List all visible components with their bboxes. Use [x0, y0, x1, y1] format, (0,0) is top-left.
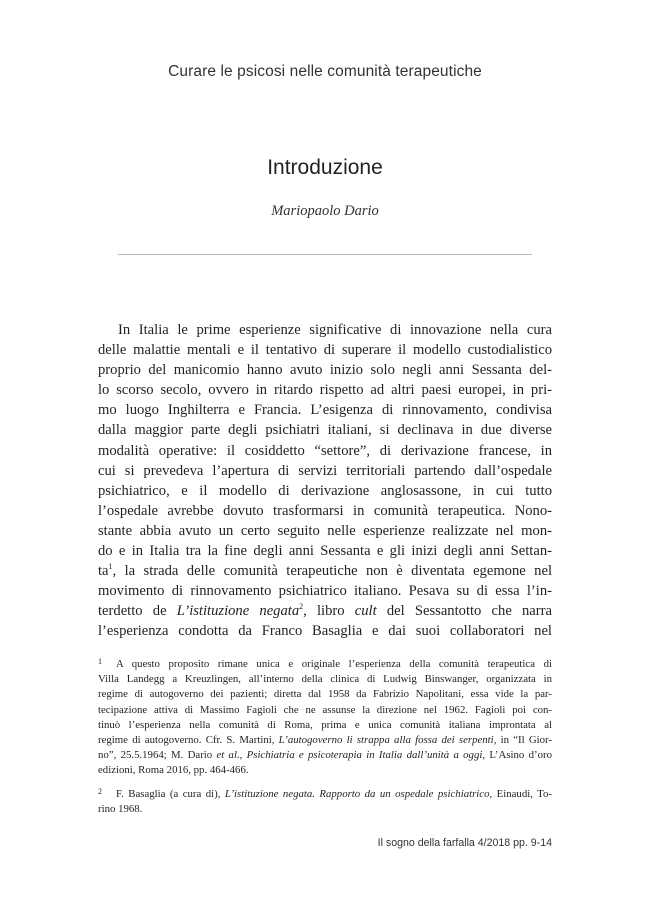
- body-line: movimento di rinnovamento psichiatrico italiano. Pesava su di essa l’in-: [98, 583, 552, 600]
- footnote-line: tecipazione attiva di Massimo Fagioli che ne assunse la direzione nel 1962. Fagioli poi con-: [98, 703, 552, 716]
- footnote-text-run: A questo proposito rimane unica e originale l’esperienza della comunità terapeutica di: [116, 658, 552, 670]
- emphasis: cult: [354, 603, 377, 620]
- body-line: In Italia le prime esperienze significative di innovazione nella cura: [118, 322, 552, 338]
- article-title: Introduzione: [267, 156, 383, 179]
- footnote-line: Villa Landegg a Kreuzlingen, all’interno della clinica di Ludwig Binswanger, organizzata in: [98, 673, 552, 686]
- footnote-line: [98, 748, 552, 763]
- body-line: [98, 601, 552, 621]
- body-text-run: del Sessantotto che narra: [376, 603, 552, 620]
- body-line: l’esperienza condotta da Franco Basaglia e dai suoi collaboratori nel: [98, 623, 552, 640]
- body-line: l’ospedale avrebbe dovuto trasformarsi in comunità terapeutica. Nono-: [98, 502, 552, 519]
- footnote-line: [98, 654, 552, 672]
- footnote-1: [98, 654, 552, 779]
- footnote-ref-2[interactable]: 2: [299, 602, 304, 612]
- footnote-line: rino 1968.: [98, 802, 143, 815]
- title-divider: [118, 254, 532, 255]
- footnote-line: [98, 784, 552, 802]
- footnote-2: [98, 784, 552, 817]
- body-text-run: ta: [98, 563, 109, 580]
- footnote-text-run: no”, 25.5.1964; M. Dario: [98, 749, 217, 762]
- footnote-text-run: F. Basaglia (a cura di),: [116, 787, 225, 800]
- book-citation: L’istituzione negata. Rapporto da un ospedale psichiatrico: [224, 787, 490, 800]
- footnote-text-run: ,: [239, 749, 247, 762]
- footnote-text-run: , in “Il Gior-: [493, 734, 552, 747]
- body-line: psichiatrico, e il modello di derivazione anglosassone, in cui tutto: [98, 482, 552, 499]
- footnote-line: [98, 733, 552, 748]
- body-text-run: terdetto de: [98, 603, 177, 620]
- body-line: stante abbia avuto un certo seguito nelle esperienze realizzate nel mon-: [98, 522, 552, 539]
- footnote-number: 2: [98, 786, 102, 796]
- body-text-run: , libro: [303, 603, 355, 620]
- footnote-line: tinuò l’esperienza nella comunità di Roma, prima e unica comunità italiana improntata al: [98, 718, 552, 731]
- footnote-line: edizioni, Roma 2016, pp. 464-466.: [98, 764, 249, 777]
- body-line: dalla maggior parte degli psichiatri italiani, si declinava in due diverse: [98, 422, 552, 439]
- body-line: delle malattie mentali e il tentativo di superare il modello custodialistico: [98, 342, 552, 359]
- body-text-run: , la strada delle comunità terapeutiche non è diventata egemone nel: [112, 563, 552, 580]
- emphasis: et al.: [216, 749, 240, 762]
- footnotes-section: [98, 654, 552, 822]
- footnote-ref-1[interactable]: 1: [108, 562, 113, 572]
- body-line: lo scorso secolo, ovvero in ritardo rispetto ad altri paesi europei, in pri-: [98, 382, 552, 399]
- body-line: cui si prevedeva l’apertura di servizi territoriali partendo dall’ospedale: [98, 462, 552, 479]
- book-title: L’istituzione negata: [176, 603, 300, 620]
- body-line: proprio del manicomio hanno avuto inizio solo negli anni Sessanta del-: [98, 362, 552, 379]
- running-head: Curare le psicosi nelle comunità terapeutiche: [168, 63, 482, 80]
- body-paragraph: [98, 320, 552, 642]
- page-footer: Il sogno della farfalla 4/2018 pp. 9-14: [377, 837, 552, 849]
- body-line: [98, 561, 552, 581]
- footnote-line: regime di autogoverno dei pazienti; diretta dal 1958 da Fabrizio Napolitani, essa vide la par-: [98, 688, 552, 701]
- book-citation: Psichiatria e psicoterapia in Italia dall’unità a oggi: [246, 749, 483, 762]
- footnote-text-run: , Einaudi, To-: [489, 787, 552, 800]
- article-citation: L’autogoverno li strappa alla fossa dei serpenti: [278, 734, 494, 747]
- body-line: mo luogo Inghilterra e Francia. L’esigenza di rinnovamento, condivisa: [98, 402, 552, 419]
- body-line: modalità operative: il cosiddetto “settore”, di derivazione francese, in: [98, 442, 552, 459]
- author-name: Mariopaolo Dario: [271, 203, 379, 219]
- footnote-text-run: , L’Asino d’oro: [482, 749, 552, 762]
- footnote-text-run: regime di autogoverno. Cfr. S. Martini,: [98, 734, 279, 747]
- body-line: do e in Italia tra la fine degli anni Sessanta e gli inizi degli anni Settan-: [98, 543, 552, 560]
- footnote-number: 1: [98, 657, 102, 666]
